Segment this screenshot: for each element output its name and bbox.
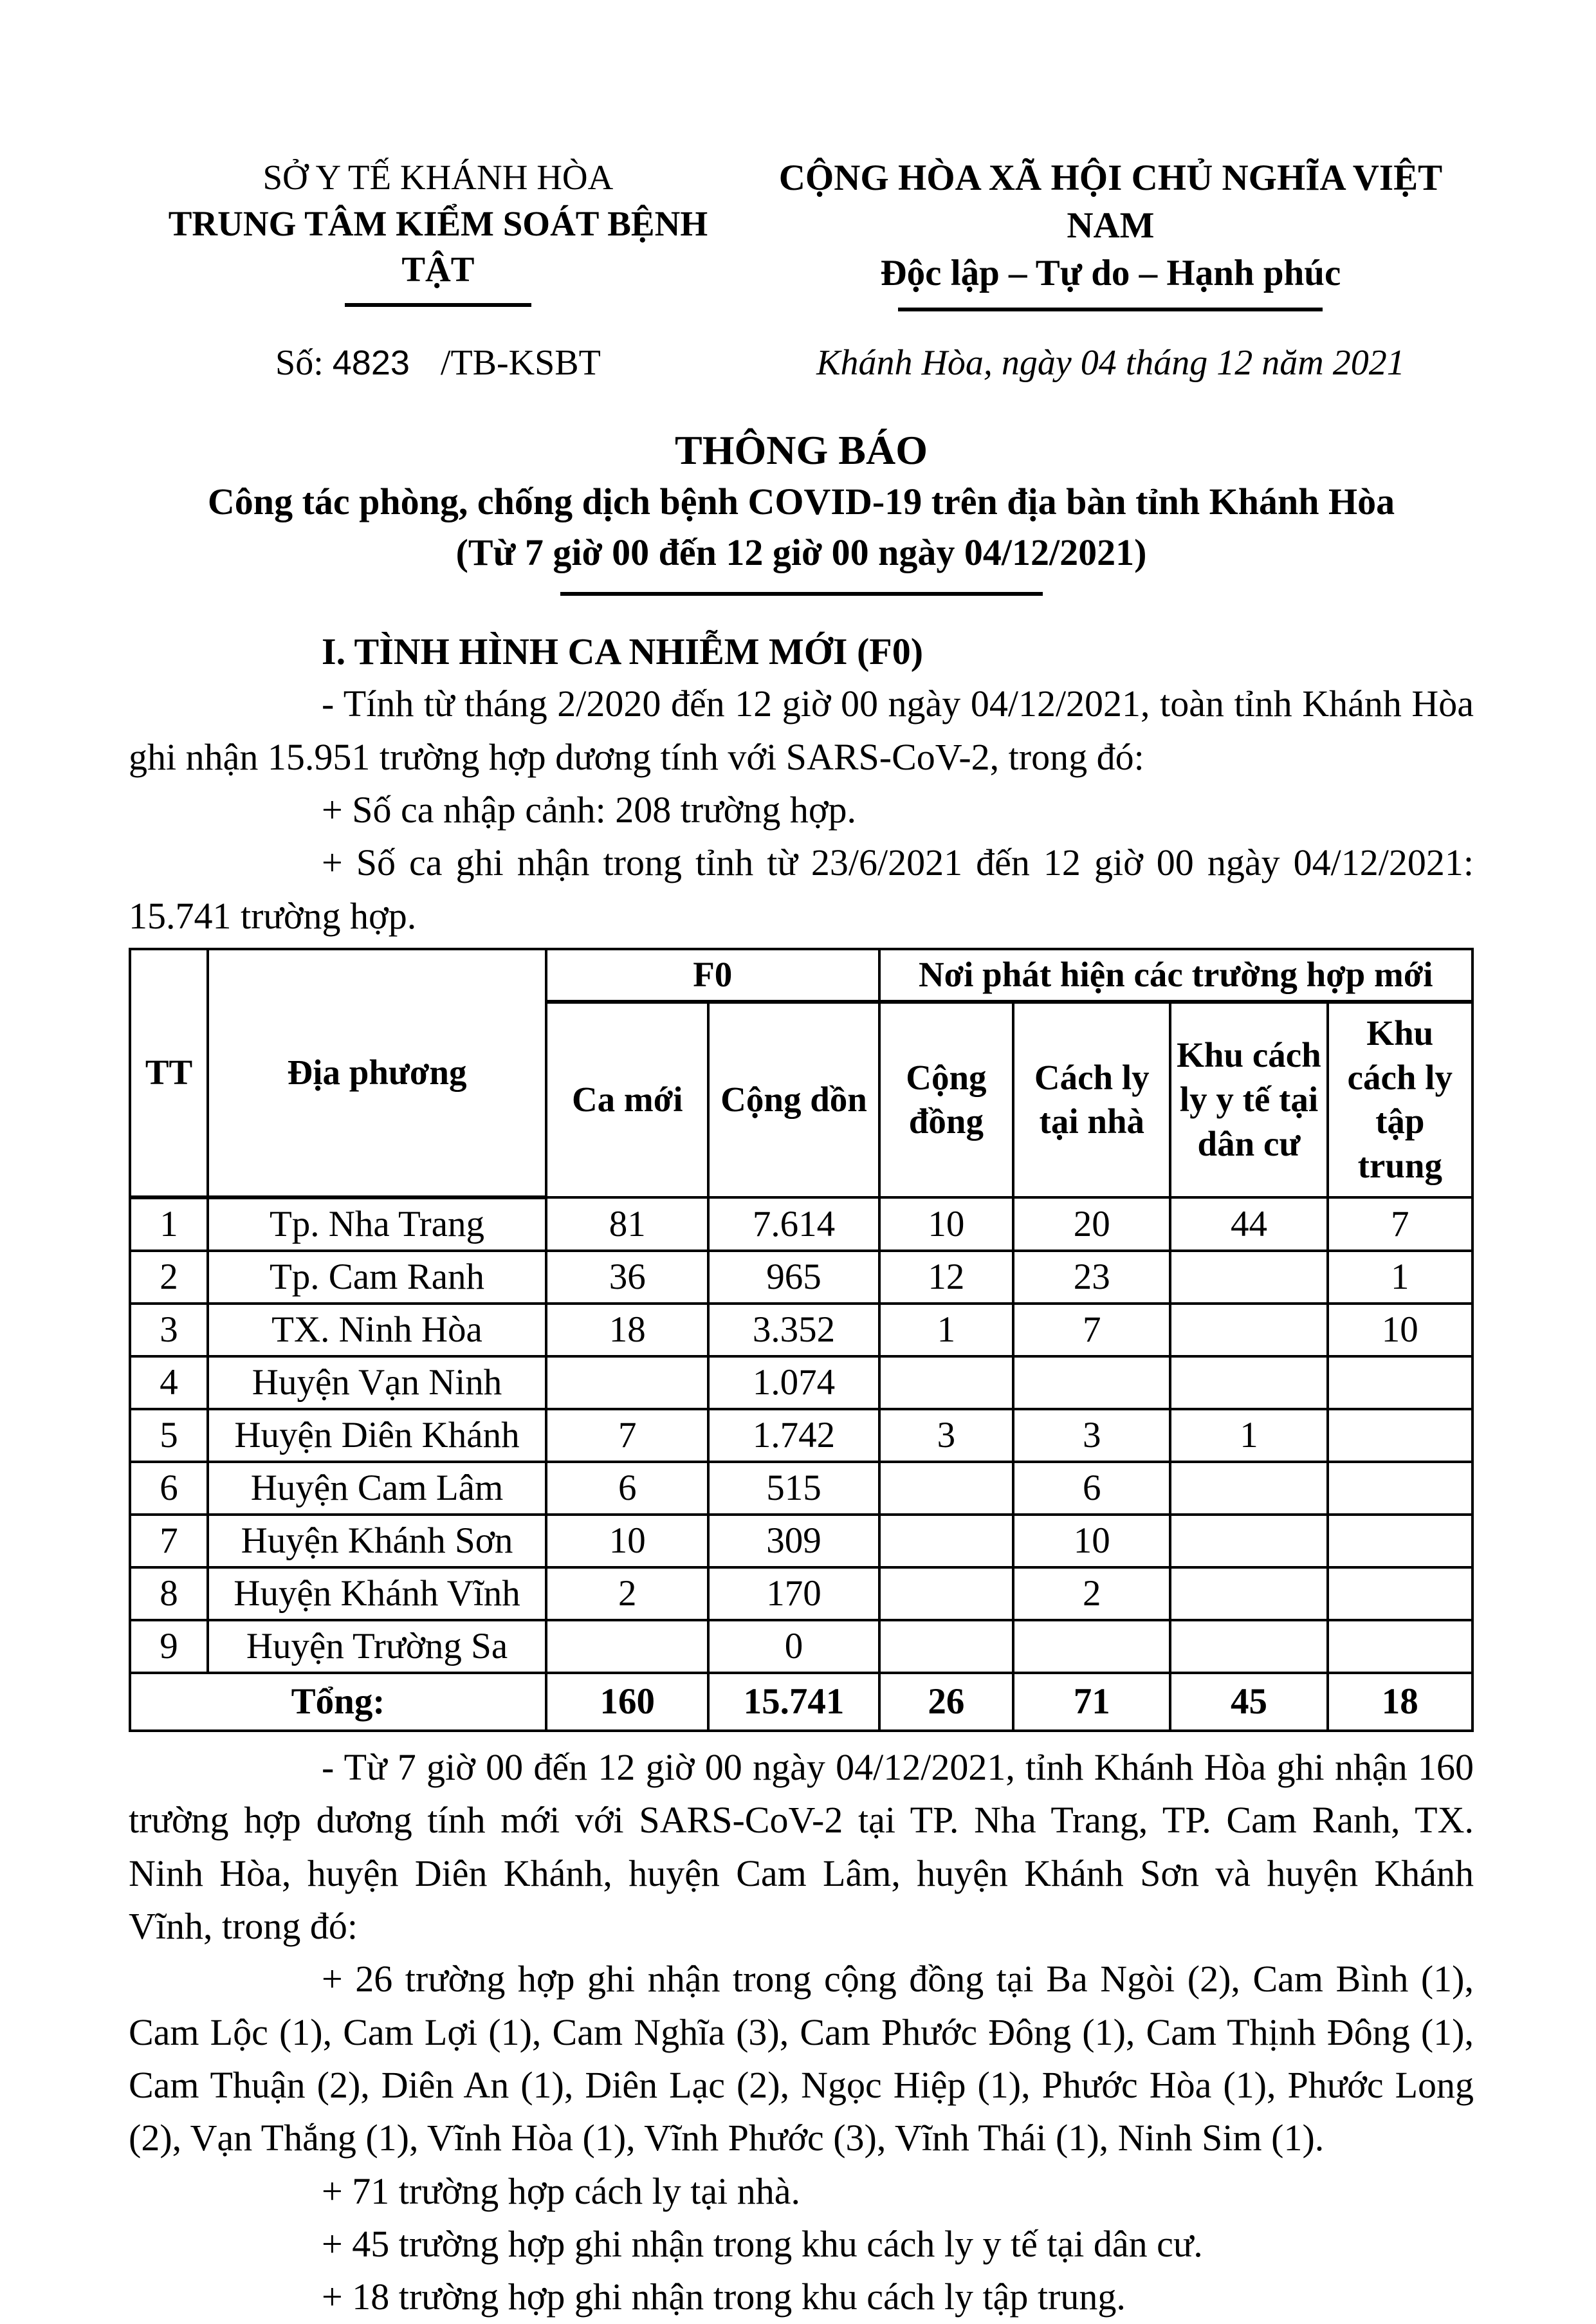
title-block <box>129 423 1474 596</box>
title-underline <box>560 592 1043 596</box>
table-cell: 10 <box>1328 1304 1472 1356</box>
paragraph: + Số ca ghi nhận trong tỉnh từ 23/6/2021 đến 12 giờ 00 ngày 04/12/2021: 15.741 trường hợp. <box>129 842 1474 937</box>
document-subtitle-2: (Từ 7 giờ 00 đến 12 giờ 00 ngày 04/12/2021) <box>455 531 1147 573</box>
table-header-row-groups <box>130 949 1472 1002</box>
paragraph: + 18 trường hợp ghi nhận trong khu cách ly tập trung. <box>322 2276 1126 2318</box>
total-cell: 160 <box>546 1673 709 1731</box>
table-cell <box>1328 1567 1472 1620</box>
table-cell: 6 <box>1013 1462 1170 1515</box>
table-cell: 10 <box>879 1197 1014 1251</box>
table-cell: Huyện Vạn Ninh <box>208 1356 546 1409</box>
paragraph: + Số ca nhập cảnh: 208 trường hợp. <box>322 788 857 831</box>
table-row <box>130 1304 1472 1356</box>
col-group-noi-phat-hien: Nơi phát hiện các trường hợp mới <box>879 949 1472 1002</box>
table-cell: 20 <box>1013 1197 1170 1251</box>
table-cell: 2 <box>130 1251 208 1304</box>
table-cell <box>1013 1356 1170 1409</box>
table-row <box>130 1251 1472 1304</box>
table-cell: 0 <box>708 1620 879 1673</box>
table-cell: 3 <box>879 1409 1014 1462</box>
table-cell: Tp. Cam Ranh <box>208 1251 546 1304</box>
total-cell: 45 <box>1170 1673 1327 1731</box>
paragraph: - Tính từ tháng 2/2020 đến 12 giờ 00 ngày 04/12/2021, toàn tỉnh Khánh Hòa ghi nhận 15.951 trường hợp dương tính với SARS-CoV-2, trong đó: <box>129 683 1474 778</box>
total-cell: 71 <box>1013 1673 1170 1731</box>
paragraph: + 26 trường hợp ghi nhận trong cộng đồng tại Ba Ngòi (2), Cam Bình (1), Cam Lộc (1), Cam Lợi (1), Cam Nghĩa (3), Cam Phước Đông (1), Cam Thịnh Đông (1), Cam Thuận (2), Diên An (1), Diên Lạc (2), Ngọc Hiệp (1), Phước Hòa (1), Phước Long (2), Vạn Thắng (1), Vĩnh Hòa (1), Vĩnh Phước (3), Vĩnh Thái (1), Ninh Sim (1). <box>129 1958 1474 2159</box>
table-cell: 515 <box>708 1462 879 1515</box>
table-cell: 4 <box>130 1356 208 1409</box>
table-cell: 3 <box>1013 1409 1170 1462</box>
total-cell: 15.741 <box>708 1673 879 1731</box>
table-cell <box>1170 1462 1327 1515</box>
table-total-row <box>130 1673 1472 1731</box>
table-cell <box>546 1620 709 1673</box>
table-cell: 44 <box>1170 1197 1327 1251</box>
document-number-prefix: Số: <box>275 343 324 383</box>
table-cell: 10 <box>546 1515 709 1567</box>
table-cell <box>1170 1251 1327 1304</box>
document-number-suffix: /TB-KSBT <box>440 343 601 383</box>
table-cell <box>879 1462 1014 1515</box>
table-cell: 18 <box>546 1304 709 1356</box>
total-cell: 26 <box>879 1673 1014 1731</box>
table-cell: 1.742 <box>708 1409 879 1462</box>
col-header-cong-don: Cộng dồn <box>708 1002 879 1197</box>
table-cell <box>879 1356 1014 1409</box>
table-row <box>130 1197 1472 1251</box>
table-row <box>130 1567 1472 1620</box>
table-cell <box>1328 1356 1472 1409</box>
table-cell <box>546 1356 709 1409</box>
table-cell <box>879 1567 1014 1620</box>
col-header-ca-moi: Ca mới <box>546 1002 709 1197</box>
table-cell: 23 <box>1013 1251 1170 1304</box>
paragraph: + 45 trường hợp ghi nhận trong khu cách ly y tế tại dân cư. <box>322 2223 1203 2265</box>
table-cell <box>1328 1409 1472 1462</box>
table-cell: 309 <box>708 1515 879 1567</box>
col-header-cong-dong: Cộng đồng <box>879 1002 1014 1197</box>
org-underline <box>345 303 531 307</box>
table-cell <box>1170 1515 1327 1567</box>
paragraph: - Từ 7 giờ 00 đến 12 giờ 00 ngày 04/12/2021, tỉnh Khánh Hòa ghi nhận 160 trường hợp dương tính mới với SARS-CoV-2 tại TP. Nha Trang, TP. Cam Ranh, TX. Ninh Hòa, huyện Diên Khánh, huyện Cam Lâm, huyện Khánh Sơn và huyện Khánh Vĩnh, trong đó: <box>129 1746 1474 1947</box>
table-cell: Tp. Nha Trang <box>208 1197 546 1251</box>
table-cell: 7.614 <box>708 1197 879 1251</box>
table-cell: 5 <box>130 1409 208 1462</box>
org-parent-name: SỞ Y TẾ KHÁNH HÒA <box>262 158 614 197</box>
table-cell: Huyện Khánh Vĩnh <box>208 1567 546 1620</box>
place-and-date: Khánh Hòa, ngày 04 tháng 12 năm 2021 <box>816 343 1405 383</box>
issuing-org-block <box>129 154 748 311</box>
col-header-tt: TT <box>130 949 208 1197</box>
country-name: CỘNG HÒA XÃ HỘI CHỦ NGHĨA VIỆT NAM <box>778 158 1443 246</box>
total-label: Tổng: <box>130 1673 546 1731</box>
table-cell: 6 <box>130 1462 208 1515</box>
table-cell: 81 <box>546 1197 709 1251</box>
document-number <box>129 342 748 383</box>
table-cell: Huyện Cam Lâm <box>208 1462 546 1515</box>
table-cell: 12 <box>879 1251 1014 1304</box>
table-cell: 2 <box>1013 1567 1170 1620</box>
total-cell: 18 <box>1328 1673 1472 1731</box>
table-cell: 2 <box>546 1567 709 1620</box>
table-cell: 1 <box>879 1304 1014 1356</box>
table-cell <box>1170 1567 1327 1620</box>
table-cell: 1 <box>1170 1409 1327 1462</box>
f0-statistics-table <box>129 948 1474 1732</box>
table-cell: 10 <box>1013 1515 1170 1567</box>
table-cell: 7 <box>1328 1197 1472 1251</box>
table-cell <box>1170 1620 1327 1673</box>
paragraph: + 71 trường hợp cách ly tại nhà. <box>322 2170 800 2212</box>
table-cell: 7 <box>1013 1304 1170 1356</box>
table-cell: 9 <box>130 1620 208 1673</box>
table-cell: 170 <box>708 1567 879 1620</box>
section-1-heading: I. TÌNH HÌNH CA NHIỄM MỚI (F0) <box>322 631 924 673</box>
table-row <box>130 1620 1472 1673</box>
table-cell: 965 <box>708 1251 879 1304</box>
document-number-value: 4823 <box>332 344 410 383</box>
national-header <box>129 154 1474 311</box>
table-cell <box>1328 1462 1472 1515</box>
table-row <box>130 1515 1472 1567</box>
motto-underline <box>898 308 1323 311</box>
col-header-dia-phuong: Địa phương <box>208 949 546 1197</box>
table-cell <box>879 1620 1014 1673</box>
table-cell: 3 <box>130 1304 208 1356</box>
national-motto-block <box>748 154 1474 311</box>
table-cell: 8 <box>130 1567 208 1620</box>
document-title: THÔNG BÁO <box>675 427 928 474</box>
table-row <box>130 1409 1472 1462</box>
table-cell: Huyện Trường Sa <box>208 1620 546 1673</box>
table-cell: TX. Ninh Hòa <box>208 1304 546 1356</box>
col-group-f0: F0 <box>546 949 879 1002</box>
table-row <box>130 1356 1472 1409</box>
table-cell: 3.352 <box>708 1304 879 1356</box>
table-cell <box>879 1515 1014 1567</box>
col-header-cach-ly-tai-nha: Cách ly tại nhà <box>1013 1002 1170 1197</box>
org-name: TRUNG TÂM KIỂM SOÁT BỆNH TẬT <box>168 203 708 289</box>
document-subtitle-1: Công tác phòng, chống dịch bệnh COVID-19 trên địa bàn tỉnh Khánh Hòa <box>207 481 1395 523</box>
table-cell <box>1013 1620 1170 1673</box>
table-row <box>130 1462 1472 1515</box>
col-header-khu-cach-ly-tap-trung: Khu cách ly tập trung <box>1328 1002 1472 1197</box>
table-cell: 6 <box>546 1462 709 1515</box>
table-cell <box>1328 1515 1472 1567</box>
col-header-khu-cach-ly-y-te: Khu cách ly y tế tại dân cư <box>1170 1002 1327 1197</box>
table-cell <box>1328 1620 1472 1673</box>
table-cell: Huyện Khánh Sơn <box>208 1515 546 1567</box>
table-cell: 7 <box>546 1409 709 1462</box>
table-cell: Huyện Diên Khánh <box>208 1409 546 1462</box>
number-date-row <box>129 342 1474 383</box>
table-cell <box>1170 1356 1327 1409</box>
table-cell: 1 <box>1328 1251 1472 1304</box>
table-cell <box>1170 1304 1327 1356</box>
table-cell: 1 <box>130 1197 208 1251</box>
table-cell: 36 <box>546 1251 709 1304</box>
table-cell: 1.074 <box>708 1356 879 1409</box>
national-motto: Độc lập – Tự do – Hạnh phúc <box>880 253 1341 294</box>
table-cell: 7 <box>130 1515 208 1567</box>
